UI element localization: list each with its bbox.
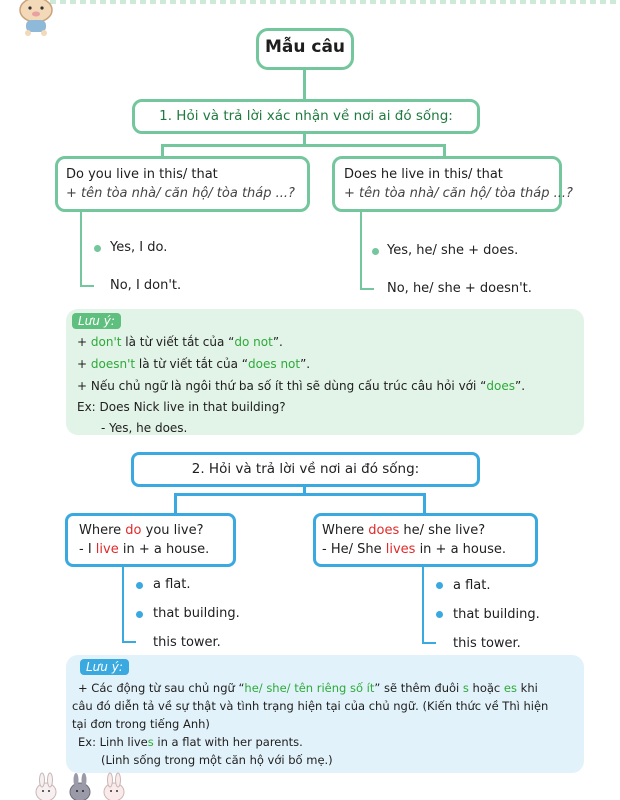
- bullet-icon: [94, 245, 101, 252]
- tree-line: [80, 285, 94, 287]
- question2-right-line2: - He/ She lives in + a house.: [322, 542, 507, 557]
- note2-line3: tại đơn trong tiếng Anh): [72, 717, 210, 731]
- bullet-icon: [136, 611, 143, 618]
- answer-right-1: Yes, he/ she + does.: [387, 243, 519, 258]
- question-left-line1: Do you live in this/ that: [66, 167, 218, 182]
- note1-line4: Ex: Does Nick live in that building?: [77, 400, 286, 414]
- connector: [423, 493, 426, 515]
- question-right-line2: + tên tòa nhà/ căn hộ/ tòa tháp ...?: [344, 186, 573, 201]
- note-label-2: Lưu ý:: [80, 659, 129, 675]
- section2-heading: 2. Hỏi và trả lời về nơi ai đó sống:: [191, 461, 420, 477]
- tree-line: [422, 567, 424, 644]
- option-right-3: this tower.: [453, 636, 521, 651]
- bullet-icon: [136, 582, 143, 589]
- tree-line: [122, 641, 136, 643]
- page-title: Mẫu câu: [264, 37, 346, 57]
- question-box-right: [332, 156, 562, 212]
- tree-line: [80, 212, 82, 287]
- connector: [161, 144, 446, 147]
- note2-line4: Ex: Linh lives in a flat with her parents.: [78, 735, 303, 749]
- bullet-icon: [436, 611, 443, 618]
- note2-line2: câu đó diễn tả về sự thật và tình trạng hiện tại của chủ ngữ. (Kiến thức về Thì hiện: [72, 699, 549, 713]
- note1-line2: + doesn't là từ viết tắt của “does not”.: [77, 357, 311, 371]
- option-left-1: a flat.: [153, 577, 191, 592]
- question2-left-line1: Where do you live?: [79, 523, 204, 538]
- connector: [174, 493, 177, 515]
- question2-left-line2: - I live in + a house.: [79, 542, 210, 557]
- note2-line1: + Các động từ sau chủ ngữ “he/ she/ tên riêng số ít” sẽ thêm đuôi s hoặc es khi: [78, 681, 538, 695]
- answer-left-1: Yes, I do.: [110, 240, 168, 255]
- connector: [174, 493, 426, 496]
- answer-left-2: No, I don't.: [110, 278, 182, 293]
- note1-line1: + don't là từ viết tắt của “do not”.: [77, 335, 283, 349]
- tree-line: [422, 642, 436, 644]
- bunny-decoration-icon: [32, 772, 136, 800]
- option-right-1: a flat.: [453, 578, 491, 593]
- note1-line5: - Yes, he does.: [101, 421, 188, 435]
- note-label-1: Lưu ý:: [72, 313, 121, 329]
- top-border-decoration: [50, 0, 620, 4]
- question2-right-line1: Where does he/ she live?: [322, 523, 486, 538]
- section1-heading: 1. Hỏi và trả lời xác nhận về nơi ai đó sống:: [159, 108, 453, 124]
- tree-line: [360, 288, 374, 290]
- question-right-line1: Does he live in this/ that: [344, 167, 503, 182]
- tree-line: [122, 567, 124, 643]
- note2-line5: (Linh sống trong một căn hộ với bố mẹ.): [101, 753, 333, 767]
- option-left-3: this tower.: [153, 635, 221, 650]
- question-box-left: [55, 156, 310, 212]
- bullet-icon: [436, 582, 443, 589]
- option-right-2: that building.: [453, 607, 540, 622]
- bear-mascot-icon: [14, 0, 58, 36]
- bullet-icon: [372, 248, 379, 255]
- tree-line: [360, 212, 362, 290]
- option-left-2: that building.: [153, 606, 240, 621]
- answer-right-2: No, he/ she + doesn't.: [387, 281, 532, 296]
- note1-line3: + Nếu chủ ngữ là ngôi thứ ba số ít thì sẽ dùng cấu trúc câu hỏi với “does”.: [77, 379, 526, 393]
- connector: [303, 70, 306, 100]
- question-left-line2: + tên tòa nhà/ căn hộ/ tòa tháp ...?: [66, 186, 295, 201]
